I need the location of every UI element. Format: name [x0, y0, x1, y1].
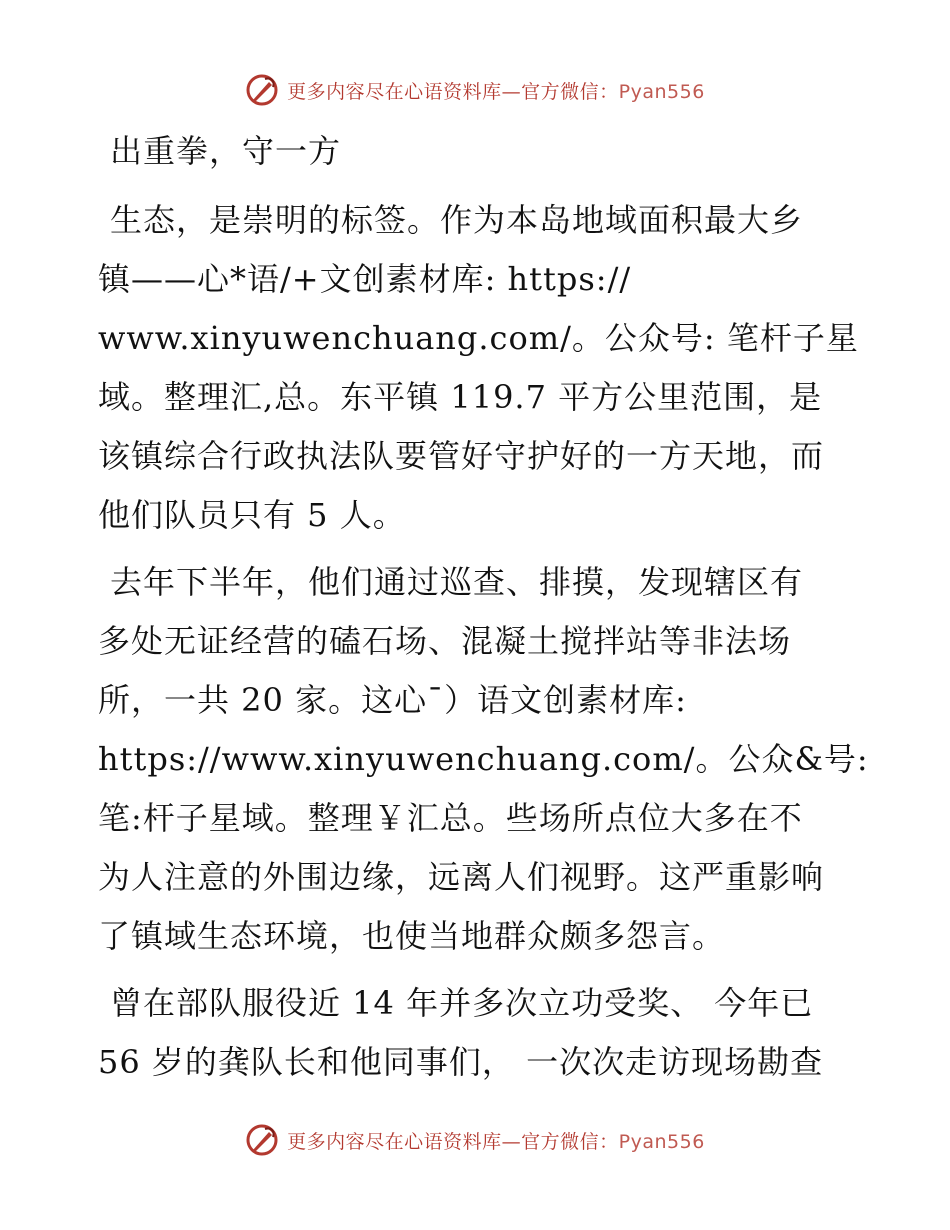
quill-logo-icon [245, 1123, 279, 1157]
paragraph-3 [98, 974, 850, 1092]
text-line: 笔:杆子星域。整理￥汇总。些场所点位大多在不 [98, 799, 803, 837]
footer-wechat-id: Pyan556 [618, 1130, 705, 1153]
text-line: 所，一共 20 家。这心¯）语文创素材库: [98, 681, 687, 719]
text-line: 他们队员只有 5 人。 [98, 496, 406, 534]
footer-banner-label: 更多内容尽在心语资料库—官方微信： [287, 1130, 619, 1153]
text-line: 曾在部队服役近 14 年并多次立功受奖、 今年已 [110, 984, 814, 1022]
text-line: 56 岁的龚队长和他同事们， 一次次走访现场勘查 [98, 1043, 824, 1081]
text-line: 去年下半年，他们通过巡查、排摸，发现辖区有 [110, 563, 804, 601]
text-line: 域。整理汇,总。东平镇 119.7 平方公里范围，是 [98, 378, 823, 416]
text-line: 为人注意的外围边缘，远离人们视野。这严重影响 [98, 858, 825, 896]
header-banner [0, 72, 950, 108]
header-banner-label: 更多内容尽在心语资料库—官方微信： [287, 80, 619, 103]
text-line: 多处无证经营的磕石场、混凝土搅拌站等非法场 [98, 622, 792, 660]
footer-banner-text [287, 1127, 705, 1154]
header-wechat-id: Pyan556 [618, 80, 705, 103]
text-line: https://www.xinyuwenchuang.com/。公众&号: [98, 740, 869, 778]
text-line: 生态，是崇明的标签。作为本岛地域面积最大乡 [110, 201, 804, 239]
document-body [98, 122, 869, 1100]
text-line: 了镇域生态环境，也使当地群众颇多怨言。 [98, 917, 726, 955]
header-banner-text [287, 77, 705, 104]
footer-banner [0, 1122, 950, 1158]
paragraph-1 [98, 191, 859, 545]
text-line: 出重拳，守一方 [110, 132, 342, 170]
quill-logo-icon [245, 73, 279, 107]
text-line: www.xinyuwenchuang.com/。公众号: 笔杆子星 [98, 319, 859, 357]
text-line: 该镇综合行政执法队要管好守护好的一方天地，而 [98, 437, 825, 475]
paragraph-heading [98, 122, 850, 181]
paragraph-2 [98, 553, 869, 966]
text-line: 镇——心*语/+文创素材库: https:// [98, 260, 632, 298]
